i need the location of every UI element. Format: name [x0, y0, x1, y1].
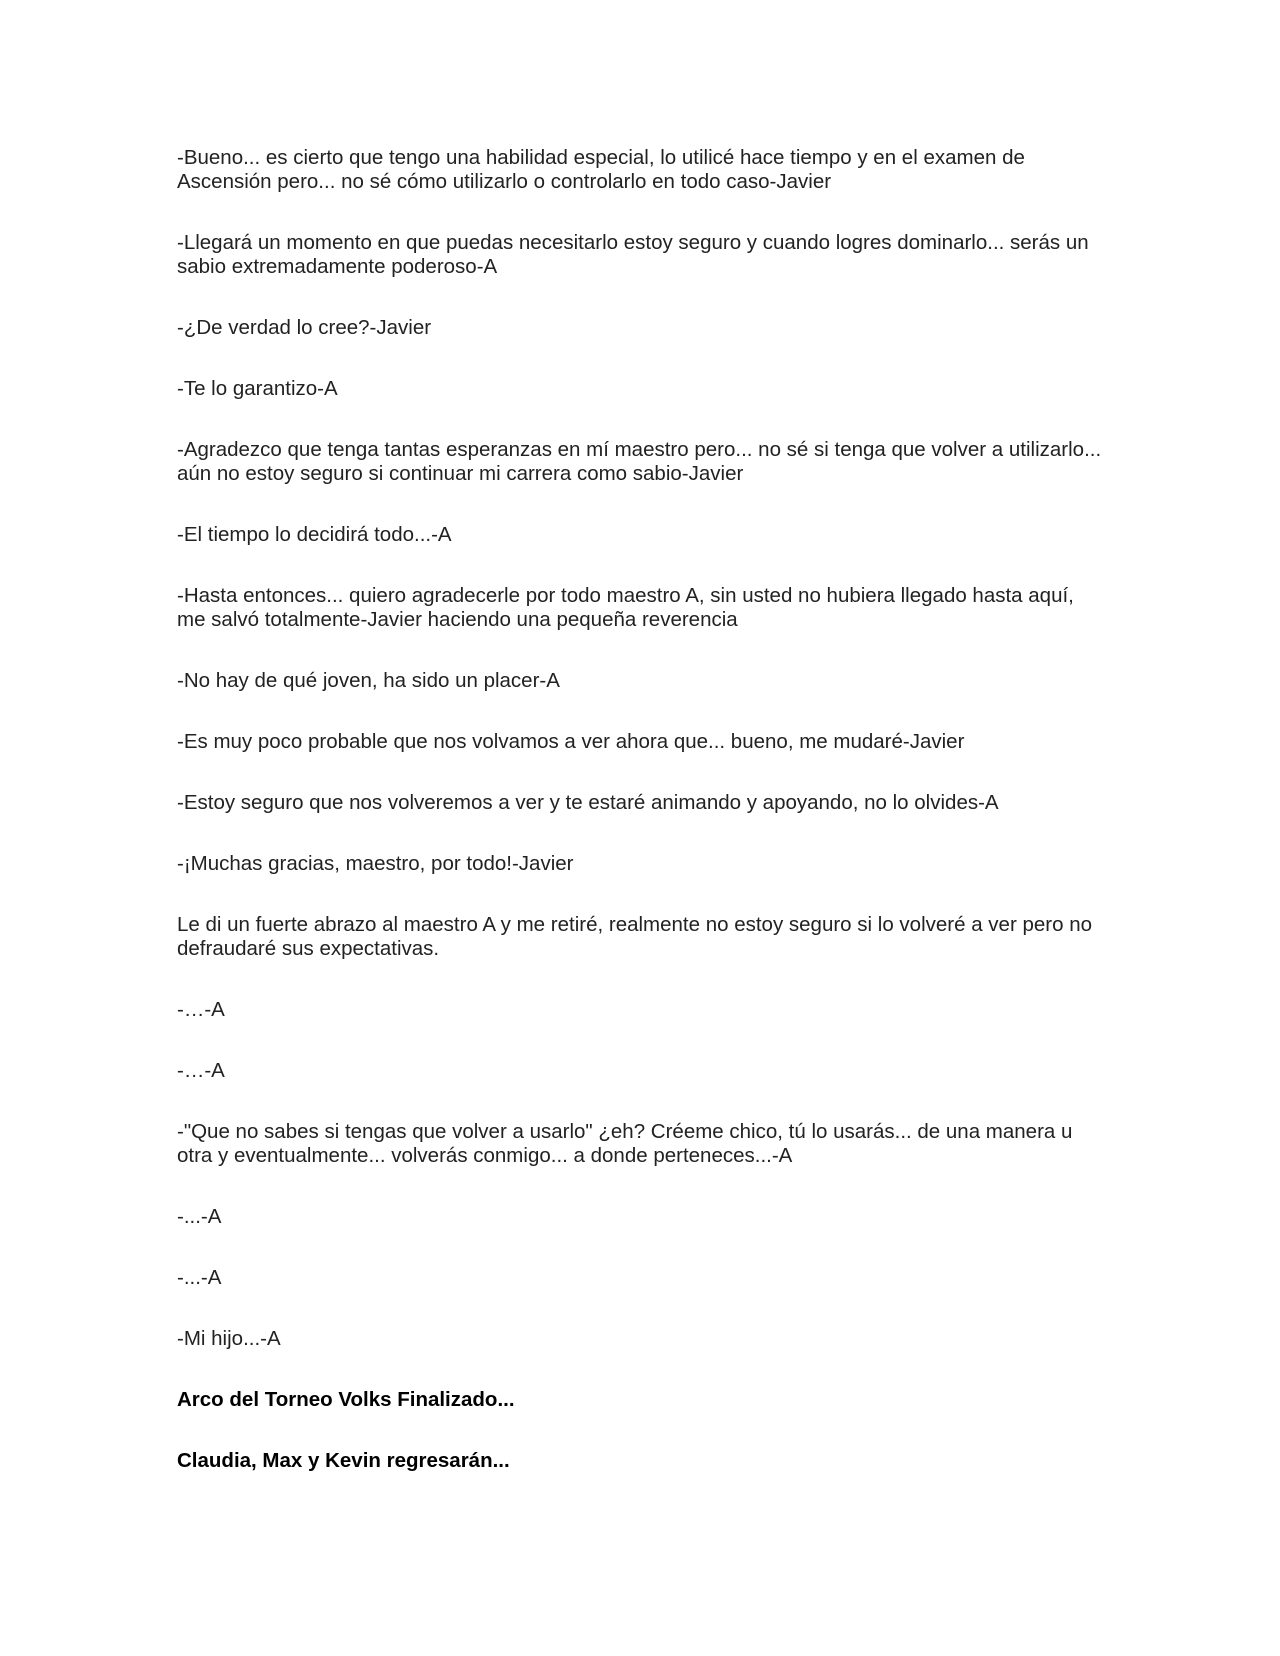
paragraph: -…-A: [177, 998, 225, 1021]
paragraph: -Bueno... es cierto que tengo una habilidad especial, lo utilicé hace tiempo y en el examen de Ascensión pero... no sé cómo utilizarlo o controlarlo en todo caso-Javier: [177, 146, 1025, 193]
paragraph: -Estoy seguro que nos volveremos a ver y te estaré animando y apoyando, no lo olvides-A: [177, 791, 999, 814]
paragraph: -...-A: [177, 1266, 222, 1289]
next-arc-heading: Claudia, Max y Kevin regresarán...: [177, 1449, 510, 1472]
paragraph: -¡Muchas gracias, maestro, por todo!-Javier: [177, 852, 574, 875]
paragraph: -Agradezco que tenga tantas esperanzas en mí maestro pero... no sé si tenga que volver a utilizarlo... aún no estoy seguro si continuar mi carrera como sabio-Javier: [177, 438, 1102, 485]
paragraph: -¿De verdad lo cree?-Javier: [177, 316, 432, 339]
document-page: [177, 146, 1107, 1510]
paragraph: -Mi hijo...-A: [177, 1327, 281, 1350]
paragraph: -…-A: [177, 1059, 225, 1082]
paragraph: -Hasta entonces... quiero agradecerle por todo maestro A, sin usted no hubiera llegado hasta aquí, me salvó totalmente-Javier haciendo una pequeña reverencia: [177, 584, 1074, 631]
paragraph: -Llegará un momento en que puedas necesitarlo estoy seguro y cuando logres dominarlo... serás un sabio extremadamente poderoso-A: [177, 231, 1089, 278]
paragraph: -...-A: [177, 1205, 222, 1228]
paragraph: -"Que no sabes si tengas que volver a usarlo" ¿eh? Créeme chico, tú lo usarás... de una manera u otra y eventualmente... volverás conmigo... a donde perteneces...-A: [177, 1120, 1073, 1167]
paragraph: -Es muy poco probable que nos volvamos a ver ahora que... bueno, me mudaré-Javier: [177, 730, 965, 753]
paragraph: -Te lo garantizo-A: [177, 377, 338, 400]
paragraph: Le di un fuerte abrazo al maestro A y me retiré, realmente no estoy seguro si lo volveré a ver pero no defraudaré sus expectativas.: [177, 913, 1093, 960]
section-end-heading: Arco del Torneo Volks Finalizado...: [177, 1388, 515, 1411]
paragraph: -No hay de qué joven, ha sido un placer-A: [177, 669, 560, 692]
paragraph: -El tiempo lo decidirá todo...-A: [177, 523, 452, 546]
